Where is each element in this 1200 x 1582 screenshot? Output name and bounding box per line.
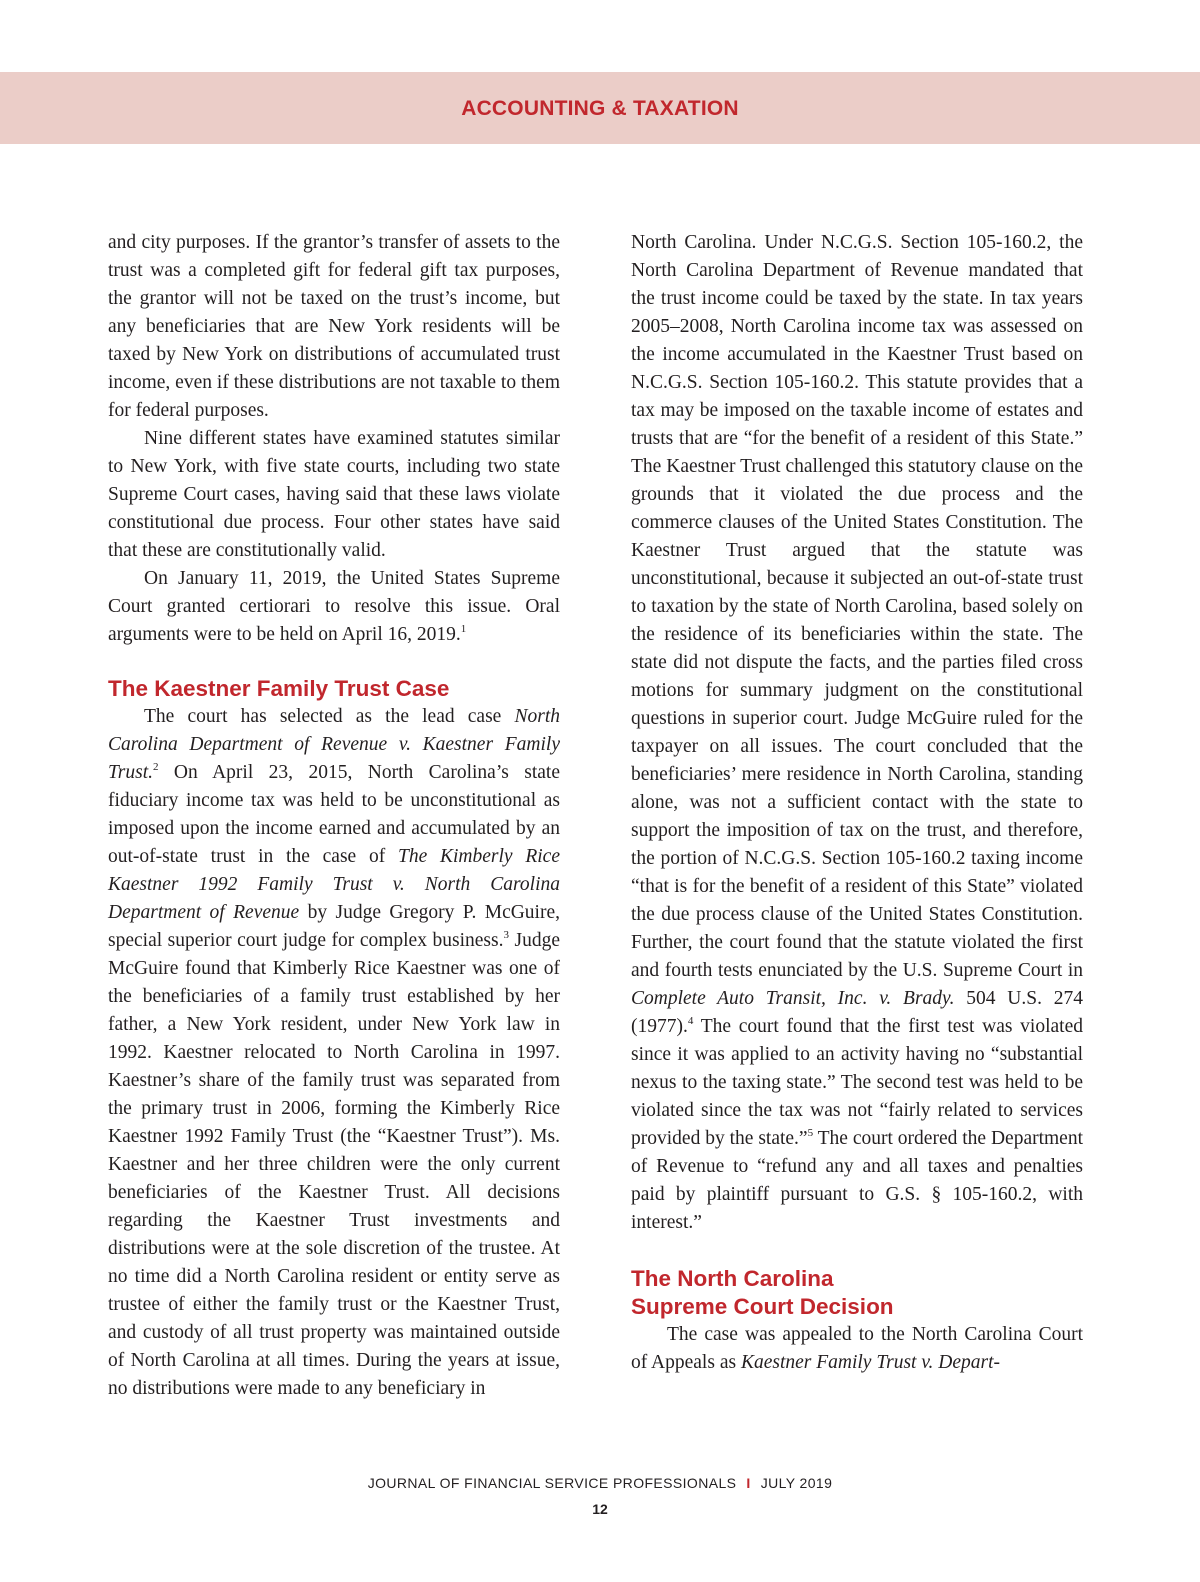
paragraph-text: Judge McGuire found that Kimberly Rice Kaestner was one of the beneficiaries of a family trust established by her father, a New York resident, under New York law in 1992. Kaestner relocated to North Carolina in 1997. Kaestner’s share of the family trust was separated from the primary trust in 2006, forming the Kimberly Rice Kaestner 1992 Family Trust (the “Kaestner Trust”). Ms. Kaestner and her three children were the only current beneficiaries of the Kaestner Trust. All decisions regarding the Kaestner Trust investments and distributions were at the sole discretion of the trustee. At no time did a North Carolina resident or entity serve as trustee of either the family trust or the Kaestner Trust, and custody of all trust property was maintained outside of North Carolina at all times. During the years at issue, no distributions were made to any beneficiary in [108, 930, 560, 1399]
section-heading: The Kaestner Family Trust Case [108, 676, 450, 701]
footnote-ref: 4 [687, 1014, 694, 1027]
paragraph: Nine different states have examined statutes similar to New York, with five state courts, including two state Supreme Court cases, having said that these laws violate constitutional due process. Four other states have said that these are constitutionally valid. [108, 428, 560, 561]
journal-name: JOURNAL OF FINANCIAL SERVICE PROFESSIONALS [367, 1475, 737, 1491]
paragraph [108, 565, 560, 649]
footnote-ref: 1 [460, 622, 467, 635]
paragraph-text: by Judge Gregory P. McGuire, special superior court judge for complex business. [108, 902, 560, 951]
page-footer [0, 1475, 1200, 1491]
paragraph-text: The court found that the first test was violated since it was applied to an activity having no “substantial nexus to the taxing state.” The second test was held to be violated since the tax was not “fairly related to services provided by the state.” [631, 1016, 1083, 1149]
paragraph [108, 703, 560, 1403]
paragraph: and city purposes. If the grantor’s transfer of assets to the trust was a completed gift for federal gift tax purposes, the grantor will not be taxed on the trust’s income, but any beneficiaries that are New York residents will be taxed by New York on distributions of accumulated trust income, even if these distributions are not taxable to them for federal purposes. [108, 232, 560, 421]
paragraph-text: On January 11, 2019, the United States Supreme Court granted certiorari to resolve this issue. Oral arguments were to be held on April 16, 2019. [108, 568, 560, 645]
paragraph [631, 229, 1083, 1237]
paragraph [631, 1321, 1083, 1377]
left-column [108, 229, 560, 1403]
case-citation: Kaestner Family Trust v. Depart- [740, 1352, 1001, 1373]
footnote-ref: 3 [503, 928, 509, 941]
right-column [631, 229, 1083, 1377]
case-citation: Complete Auto Transit, Inc. v. Brady. [631, 988, 955, 1009]
paragraph-text: The case was appealed to the North Carolina Court of Appeals as [631, 1324, 1083, 1373]
paragraph-text: 504 U.S. 274 (1977). [631, 988, 1083, 1037]
section-heading [631, 1265, 1083, 1321]
footer-separator: I [746, 1475, 751, 1491]
heading-line: Supreme Court Decision [631, 1294, 894, 1319]
issue-date: JULY 2019 [760, 1475, 833, 1491]
paragraph-text: On April 23, 2015, North Carolina’s state fiduciary income tax was held to be unconstitutional as imposed upon the income earned and accumulated by an out-of-state trust in the case of [108, 762, 560, 867]
page-number: 12 [592, 1501, 608, 1517]
footnote-ref: 2 [153, 760, 159, 773]
paragraph-text: The court ordered the Department of Revenue to “refund any and all taxes and penalties paid by plaintiff pursuant to G.S. § 105-160.2, with interest.” [631, 1128, 1084, 1233]
case-citation: The Kimberly Rice Kaestner 1992 Family Trust v. North Carolina Department of Revenue [108, 846, 560, 923]
heading-line: The North Carolina [631, 1266, 834, 1291]
paragraph-text: The court has selected as the lead case [144, 706, 515, 727]
footnote-ref: 5 [807, 1126, 814, 1139]
case-citation: North Carolina Department of Revenue v. Kaestner Family Trust. [108, 706, 560, 783]
paragraph-text: North Carolina. Under N.C.G.S. Section 105-160.2, the North Carolina Department of Revenue mandated that the trust income could be taxed by the state. In tax years 2005–2008, North Carolina income tax was assessed on the income accumulated in the Kaestner Trust based on N.C.G.S. Section 105-160.2. This statute provides that a tax may be imposed on the taxable income of estates and trusts that are “for the benefit of a resident of this State.” The Kaestner Trust challenged this statutory clause on the grounds that it violated the due process and the commerce clauses of the United States Constitution. The Kaestner Trust argued that the statute was unconstitutional, because it subjected an out-of-state trust to taxation by the state of North Carolina, based solely on the residence of its beneficiaries within the state. The state did not dispute the facts, and the parties filed cross motions for summary judgment on the constitutional questions in superior court. Judge McGuire ruled for the taxpayer on all issues. The court concluded that the beneficiaries’ mere residence in North Carolina, standing alone, was not a sufficient contact with the state to support the imposition of tax on the trust, and therefore, the portion of N.C.G.S. Section 105-160.2 taxing income “that is for the benefit of a resident of this State” violated the due process clause of the United States Constitution. Further, the court found that the statute violated the first and fourth tests enunciated by the U.S. Supreme Court in [631, 232, 1083, 981]
section-title: ACCOUNTING & TAXATION [461, 97, 739, 120]
